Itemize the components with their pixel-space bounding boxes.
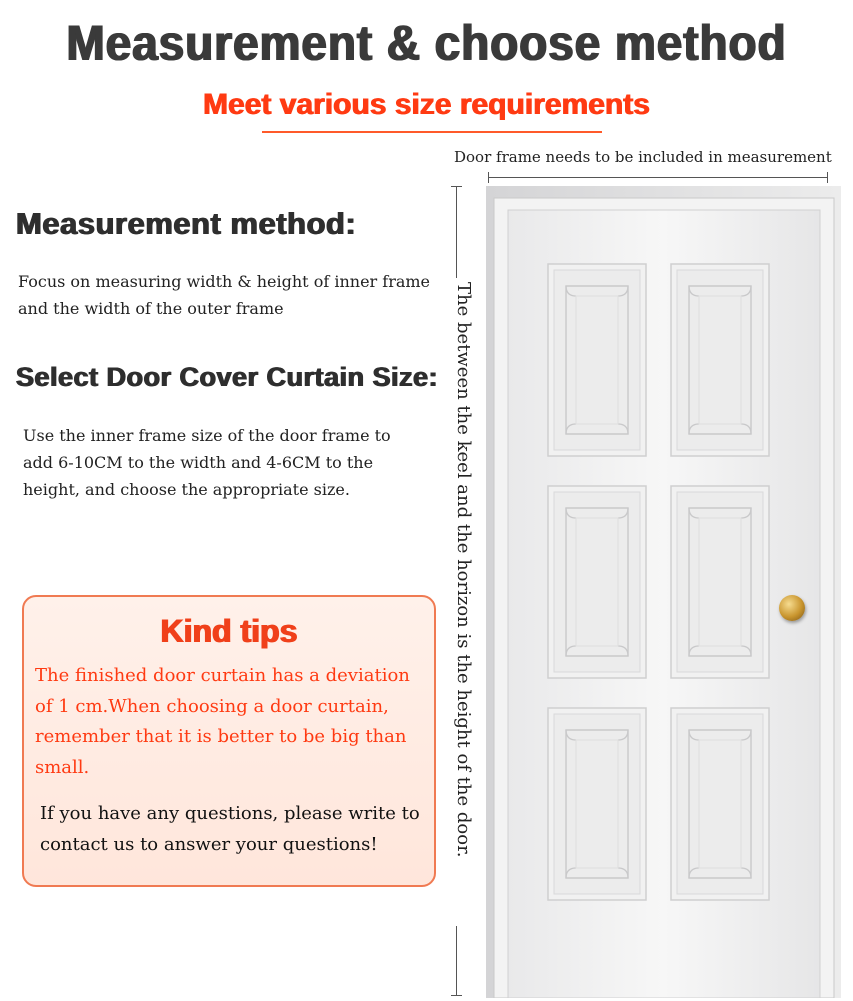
width-dimension-arrow xyxy=(488,177,828,178)
kind-tips-title: Kind tips xyxy=(160,613,298,649)
select-size-heading: Select Door Cover Curtain Size: xyxy=(16,362,439,392)
kind-tips-body: The finished door curtain has a deviation of 1 cm.When choosing a door curtain, remember that it is better to be big than small. xyxy=(35,665,410,778)
measurement-method-heading: Measurement method: xyxy=(16,206,357,241)
measurement-method-text: Focus on measuring width & height of inner frame and the width of the outer frame xyxy=(18,272,431,318)
door-frame-note: Door frame needs to be included in measurement xyxy=(454,148,832,166)
door-image xyxy=(486,186,841,998)
kind-tips-box xyxy=(22,595,436,887)
subtitle-underline xyxy=(262,131,602,133)
door-knob xyxy=(779,595,805,621)
page-subtitle: Meet various size requirements xyxy=(203,88,650,121)
select-size-text: Use the inner frame size of the door frame to add 6-10CM to the width and 4-6CM to the height, and choose the appropriate size. xyxy=(23,426,391,499)
door-illustration xyxy=(486,186,841,998)
door-height-note: The between the keel and the horizon is the height of the door. xyxy=(453,278,474,926)
kind-tips-contact: If you have any questions, please write to contact us to answer your questions! xyxy=(40,803,420,855)
page-title: Measurement & choose method xyxy=(66,15,787,71)
